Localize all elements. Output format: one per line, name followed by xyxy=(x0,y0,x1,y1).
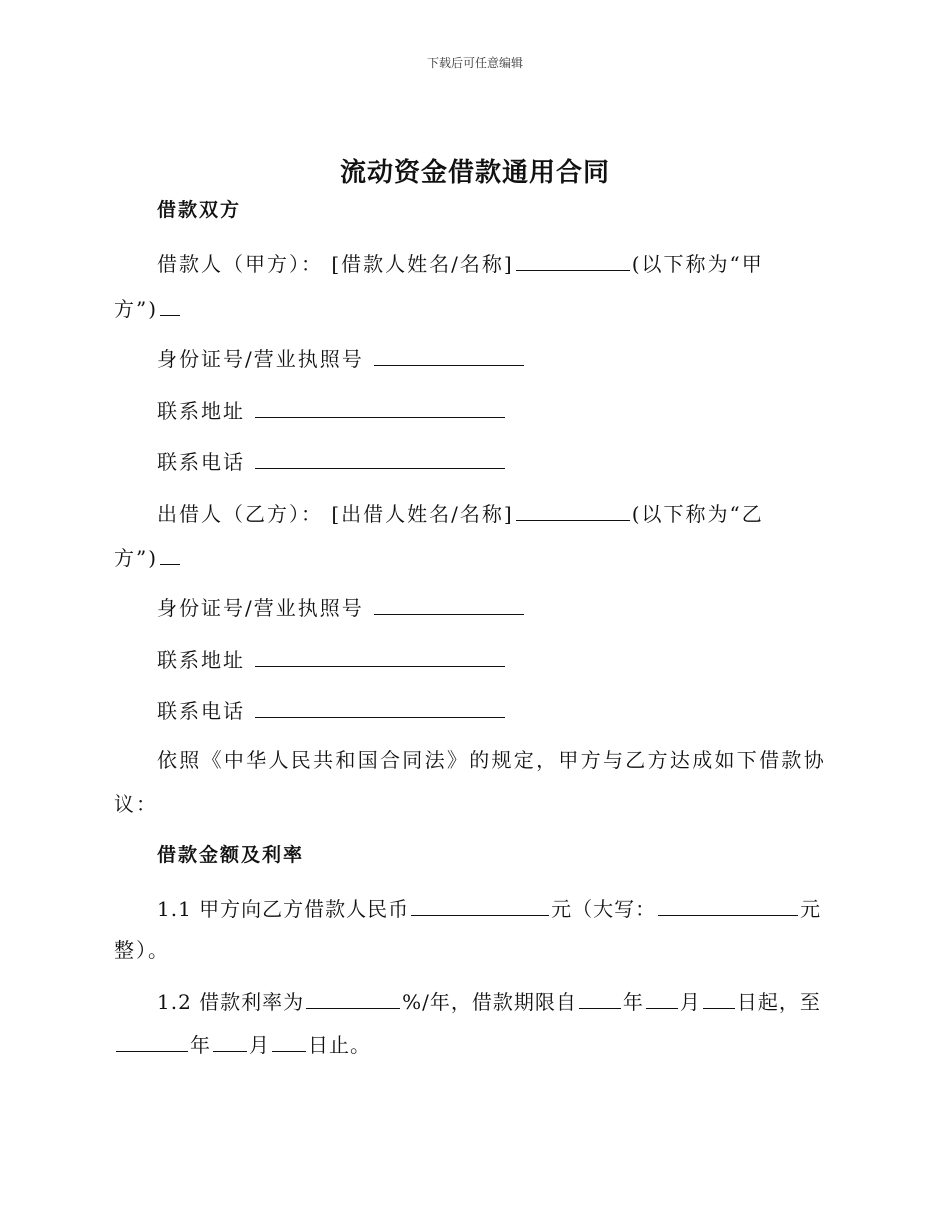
borrower-name-continuation xyxy=(114,295,182,321)
end-month-label: 月 xyxy=(249,1033,270,1057)
clause-1-1-capital-label: 元（大写： xyxy=(551,897,657,921)
lender-label: 出借人（乙方）： [出借人姓名/名称] xyxy=(157,502,514,526)
clause-1-2-prefix: 1.2 借款利率为 xyxy=(157,990,305,1014)
clause-1-1-line1 xyxy=(157,895,821,921)
lender-phone-line xyxy=(157,697,507,723)
lender-id-blank[interactable] xyxy=(374,594,524,615)
borrower-name-line xyxy=(157,250,764,276)
end-year-blank[interactable] xyxy=(116,1031,188,1052)
lender-phone-blank[interactable] xyxy=(255,697,505,718)
lender-name-line xyxy=(157,500,764,526)
borrower-id-blank[interactable] xyxy=(374,345,524,366)
lender-address-blank[interactable] xyxy=(255,646,505,667)
start-day-label: 日起，至 xyxy=(736,990,821,1014)
lender-address-label: 联系地址 xyxy=(157,648,245,672)
basis-paragraph-line2: 议： xyxy=(114,792,158,816)
start-month-label: 月 xyxy=(679,990,701,1014)
section-heading-parties: 借款双方 xyxy=(157,199,242,221)
end-month-blank[interactable] xyxy=(213,1031,247,1052)
borrower-alias-text: (以下称为“甲 xyxy=(631,252,764,276)
loan-amount-blank[interactable] xyxy=(411,895,549,916)
interest-rate-blank[interactable] xyxy=(306,988,400,1009)
clause-1-2-line2 xyxy=(114,1031,371,1057)
page-header: 下载后可任意编辑 xyxy=(426,56,523,70)
basis-paragraph-line1: 依照《中华人民共和国合同法》的规定，甲方与乙方达成如下借款协 xyxy=(157,748,826,772)
borrower-address-blank[interactable] xyxy=(255,397,505,418)
lender-alias-text: (以下称为“乙 xyxy=(631,502,764,526)
borrower-address-label: 联系地址 xyxy=(157,399,245,423)
borrower-id-label: 身份证号/营业执照号 xyxy=(157,347,364,371)
lender-alias-blank[interactable] xyxy=(160,544,180,565)
borrower-phone-label: 联系电话 xyxy=(157,450,245,474)
lender-address-line xyxy=(157,646,507,672)
borrower-name-blank[interactable] xyxy=(516,250,630,271)
clause-1-1-prefix: 1.1 甲方向乙方借款人民币 xyxy=(157,897,410,921)
clause-1-2-period-label: %/年，借款期限自 xyxy=(402,990,577,1014)
borrower-alias-blank[interactable] xyxy=(160,295,180,316)
borrower-phone-line xyxy=(157,448,507,474)
clause-1-2-line1 xyxy=(157,988,821,1014)
start-month-blank[interactable] xyxy=(646,988,678,1009)
lender-phone-label: 联系电话 xyxy=(157,699,245,723)
borrower-address-line xyxy=(157,397,507,423)
document-title: 流动资金借款通用合同 xyxy=(339,158,610,188)
lender-id-line xyxy=(157,594,526,620)
lender-name-continuation xyxy=(114,544,182,570)
section-heading-amount: 借款金额及利率 xyxy=(157,844,305,866)
end-year-label: 年 xyxy=(190,1033,211,1057)
start-day-blank[interactable] xyxy=(703,988,735,1009)
borrower-phone-blank[interactable] xyxy=(255,448,505,469)
borrower-id-line xyxy=(157,345,526,371)
borrower-alias-end: 方”) xyxy=(114,297,159,321)
end-day-blank[interactable] xyxy=(272,1031,306,1052)
clause-1-1-line2: 整）。 xyxy=(114,938,170,962)
start-year-blank[interactable] xyxy=(579,988,621,1009)
borrower-label: 借款人（甲方）： [借款人姓名/名称] xyxy=(157,252,514,276)
lender-id-label: 身份证号/营业执照号 xyxy=(157,596,364,620)
end-day-label: 日止。 xyxy=(308,1033,371,1057)
clause-1-1-yuan: 元 xyxy=(800,897,822,921)
lender-name-blank[interactable] xyxy=(516,500,630,521)
lender-alias-end: 方”) xyxy=(114,546,159,570)
loan-amount-capital-blank[interactable] xyxy=(658,895,798,916)
start-year-label: 年 xyxy=(622,990,644,1014)
